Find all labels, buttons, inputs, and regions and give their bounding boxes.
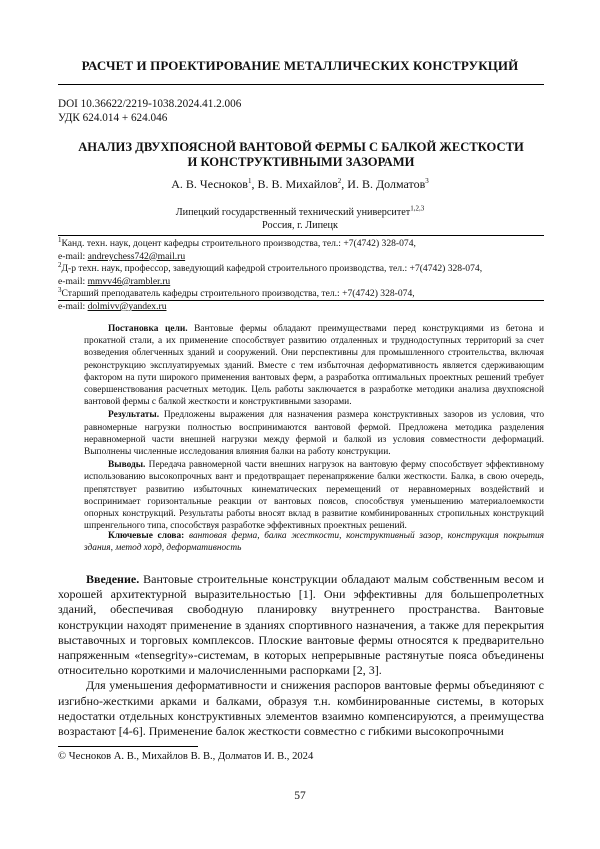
notes-bottom-divider [58,300,544,301]
author-name: В. В. Михайлов [257,177,338,191]
doi-line: DOI 10.36622/2219-1038.2024.41.2.006 [58,98,242,110]
author-note [58,235,544,263]
email-label: e-mail: [58,250,88,262]
body-paragraph: Для уменьшения деформативности и снижения распоров вантовые фермы объединяют с изгибно-жесткими арками и балками, образуя т.н. комбинированные системы, в которых недостатки отдельных конструктивных элементов взаимно компенсируются, а преимущества возрастают [4-6]. Применение балок жесткости совместно с гибкими высокопрочными [58,678,544,739]
body-paragraph [58,572,544,678]
copyright-footnote: © Чесноков А. В., Михайлов В. В., Долматов И. В., 2024 [58,751,314,762]
abstract-conclusions [84,459,544,532]
goal-text: Вантовые фермы обладают преимуществами перед конструкциями из бетона и прокатной стали, а их применение способствует развитию отдаленных и труднодоступных территорий за счет возведения облегченных зданий и сооружений. Они перспективны для промышленного строительства, включая реконструкцию эксплуатируемых зданий. Вместе с тем избыточная деформативность является сдерживающим фактором на пути широкого применения вантовых ферм, а разработка оптимальных проектных решений требует совершенствования расчетных методик. Цель работы заключается в разработке методики анализа двухпоясной вантовой фермы с балкой жесткости и конструктивными зазорами. [84,324,544,408]
keywords-label: Ключевые слова: [108,531,185,541]
page-number: 57 [294,790,306,802]
affiliation-name: Липецкий государственный технический университет [175,207,411,218]
email-label: e-mail: [58,300,88,312]
email-link[interactable]: andreychess742@mail.ru [87,250,186,262]
note-text: Канд. техн. наук, доцент кафедры строительного производства, тел.: +7(4742) 328-074, [61,238,416,249]
results-text: Предложены выражения для назначения размера конструктивных зазоров из условия, что равномерные нагрузки полностью воспринимаются вантовой фермой. Предложена методика разделения неравномерной части внешней нагрузки между фермой и балкой из условия совместности деформаций. Выполнены численные исследования влияния балки на работу конструкции. [84,410,545,458]
goal-label: Постановка цели. [108,324,188,334]
affiliation-location: Россия, г. Липецк [262,220,338,231]
conclusions-label: Выводы. [108,460,146,471]
udk-line: УДК 624.014 + 624.046 [58,112,168,124]
email-label: e-mail: [58,275,88,287]
abstract [84,323,544,533]
keywords-text: вантовая ферма, балка жесткости, конструктивный зазор, конструкция покрытия здания, метод хорд, деформативность [84,531,545,554]
note-sup: 3 [58,286,62,295]
note-text: Д-р техн. наук, профессор, заведующий кафедрой строительного производства, тел.: +7(4742) 328-074, [61,263,483,275]
abstract-goal [84,323,544,408]
intro-label: Введение. [86,572,140,586]
note-sup: 1 [58,235,62,244]
title-line-2: И КОНСТРУКТИВНЫМИ ЗАЗОРАМИ [187,155,415,169]
article-body [58,572,544,739]
notes-top-divider [58,235,544,236]
author-notes [58,235,544,314]
author-sup: 1 [247,177,252,185]
email-link[interactable]: mmvv46@rambler.ru [87,275,171,287]
author-sup: 3 [425,177,429,185]
note-sup: 2 [58,261,62,269]
running-header: РАСЧЕТ И ПРОЕКТИРОВАНИЕ МЕТАЛЛИЧЕСКИХ КОНСТРУКЦИЙ [81,58,519,73]
header-divider [58,84,544,85]
author-list: А. В. Чесноков$^1$, В. В. Михайлов$^2$, И. В. Долматов$^3$ [171,177,429,191]
author-note [58,263,544,288]
author-sup: 2 [337,177,342,185]
author-name: И. В. Долматов [347,177,426,191]
footnote-divider [58,746,198,747]
title-line-1: АНАЛИЗ ДВУХПОЯСНОЙ ВАНТОВОЙ ФЕРМЫ С БАЛКОЙ ЖЕСТКОСТИ [78,140,524,154]
email-link[interactable]: dolmivv@yandex.ru [87,300,167,312]
intro-text: Вантовые строительные конструкции обладают малым собственным весом и хорошей архитектурной выразительностью [1]. Они эффективны для большепролетных зданий, обеспечивая свободную планировку внутреннего пространства. Вантовые конструкции находят применение в зданиях спортивного назначения, а также для перекрытия выставочных и торговых комплексов. Плоские вантовые фермы относятся к предварительно напряженным «tensegrity»-системам, в которых непрерывные растянутые пояса объединены относительно короткими и малочисленными распорками [2, 3]. [58,572,545,678]
article-title [58,140,544,170]
affiliation-sup: 1,2,3 [410,204,425,213]
results-label: Результаты. [108,410,160,421]
author-name: А. В. Чесноков [171,177,248,191]
affiliation [0,206,600,232]
abstract-results [84,409,544,458]
conclusions-text: Передача равномерной части внешних нагрузок на вантовую ферму способствует эффективному использованию высокопрочных вант и предотвращает перенапряжение балки жесткости. Балка, в свою очередь, препятствует развитию избыточных кинематических перемещений от неравномерных воздействий и воспринимает горизонтальные реакции от вантовых поясов, способствуя уменьшению материалоемкости опорных конструкций. Результаты работы вносят вклад в развитие комбинированных стропильных конструкций шпренгельного типа, способствуя разработке эффективных проектных решений. [84,460,545,532]
note-text: Старший преподаватель кафедры строительного производства, тел.: +7(4742) 328-074, [61,288,415,300]
keywords [84,530,544,554]
